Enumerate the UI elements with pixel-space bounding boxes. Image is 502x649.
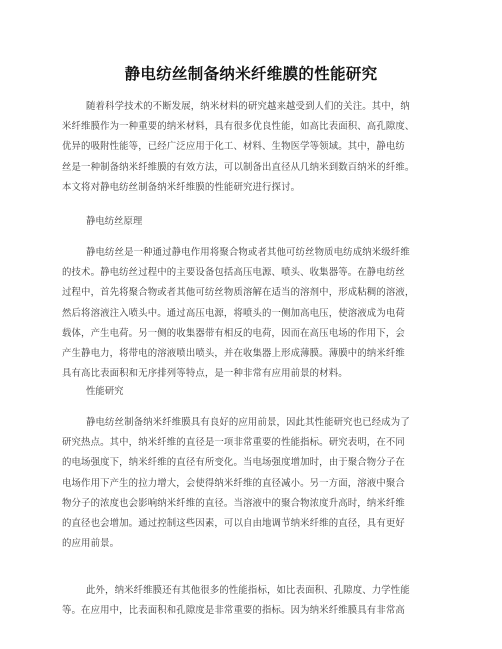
paragraph-line: 研究热点。其中，纳米纤维的直径是一项非常重要的性能指标。研究表明，在不同 [62, 437, 405, 449]
properties-paragraph [62, 581, 440, 621]
paragraph-line: 的技术。静电纺丝过程中的主要设备包括高压电源、喷头、收集器等。在静电纺丝 [62, 267, 405, 279]
principle-paragraph [62, 243, 440, 384]
paragraph-line: 随着科学技术的不断发展，纳米材料的研究越来越受到人们的关注。其中，纳 [86, 101, 410, 112]
paragraph-line: 具有高比表面积和无序排列等特点，是一种非常有应用前景的材料。 [62, 368, 348, 380]
performance-paragraph [62, 413, 440, 554]
paragraph-line: 物分子的浓度也会影响纳米纤维的直径。当溶液中的聚合物浓度升高时，纳米纤维 [62, 497, 405, 509]
document-title: 静电纺丝制备纳米纤维膜的性能研究 [124, 65, 378, 83]
paragraph-line: 载体，产生电荷。另一侧的收集器带有相反的电荷，因而在高压电场的作用下，会 [62, 327, 405, 339]
paragraph-line: 米纤维膜作为一种重要的纳米材料，具有很多优良性能，如高比表面积、高孔隙度、 [62, 121, 415, 133]
paragraph-line: 静电纺丝是一种通过静电作用将聚合物或者其他可纺丝物质电纺成纳米级纤维 [86, 247, 410, 258]
paragraph-line: 等。在应用中，比表面积和孔隙度是非常重要的指标。因为纳米纤维膜具有非常高 [62, 605, 405, 617]
paragraph-line: 过程中，首先将聚合物或者其他可纺丝物质溶解在适当的溶剂中，形成粘稠的溶液， [62, 287, 415, 299]
paragraph-line: 优异的吸附性能等，已经广泛应用于化工、材料、生物医学等领域。其中，静电纺 [62, 141, 405, 153]
paragraph-line: 此外，纳米纤维膜还有其他很多的性能指标，如比表面积、孔隙度、力学性能 [86, 585, 410, 596]
paragraph-line: 电场作用下产生的拉力增大，会使得纳米纤维的直径减小。另一方面，溶液中聚合 [62, 477, 405, 489]
paragraph-line: 的应用前景。 [62, 538, 120, 550]
paragraph-line: 本文将对静电纺丝制备纳米纤维膜的性能研究进行探讨。 [62, 181, 301, 193]
section-heading-performance: 性能研究 [86, 386, 124, 397]
paragraph-line: 然后将溶液注入喷头中。通过高压电源，将喷头的一侧加高电压，使溶液成为电荷 [62, 307, 405, 319]
section-heading-principle: 静电纺丝原理 [86, 216, 143, 227]
paragraph-line: 的电场强度下，纳米纤维的直径有所变化。当电场强度增加时，由于聚合物分子在 [62, 457, 405, 469]
intro-paragraph [62, 97, 440, 198]
paragraph-line: 产生静电力，将带电的溶液喷出喷头，并在收集器上形成薄膜。薄膜中的纳米纤维 [62, 347, 405, 359]
paragraph-line: 的直径也会增加。通过控制这些因素，可以自由地调节纳米纤维的直径，具有更好 [62, 517, 405, 529]
paragraph-line: 丝是一种制备纳米纤维膜的有效方法，可以制备出直径从几纳米到数百纳米的纤维。 [62, 161, 415, 173]
paragraph-line: 静电纺丝制备纳米纤维膜具有良好的应用前景，因此其性能研究也已经成为了 [86, 417, 410, 428]
